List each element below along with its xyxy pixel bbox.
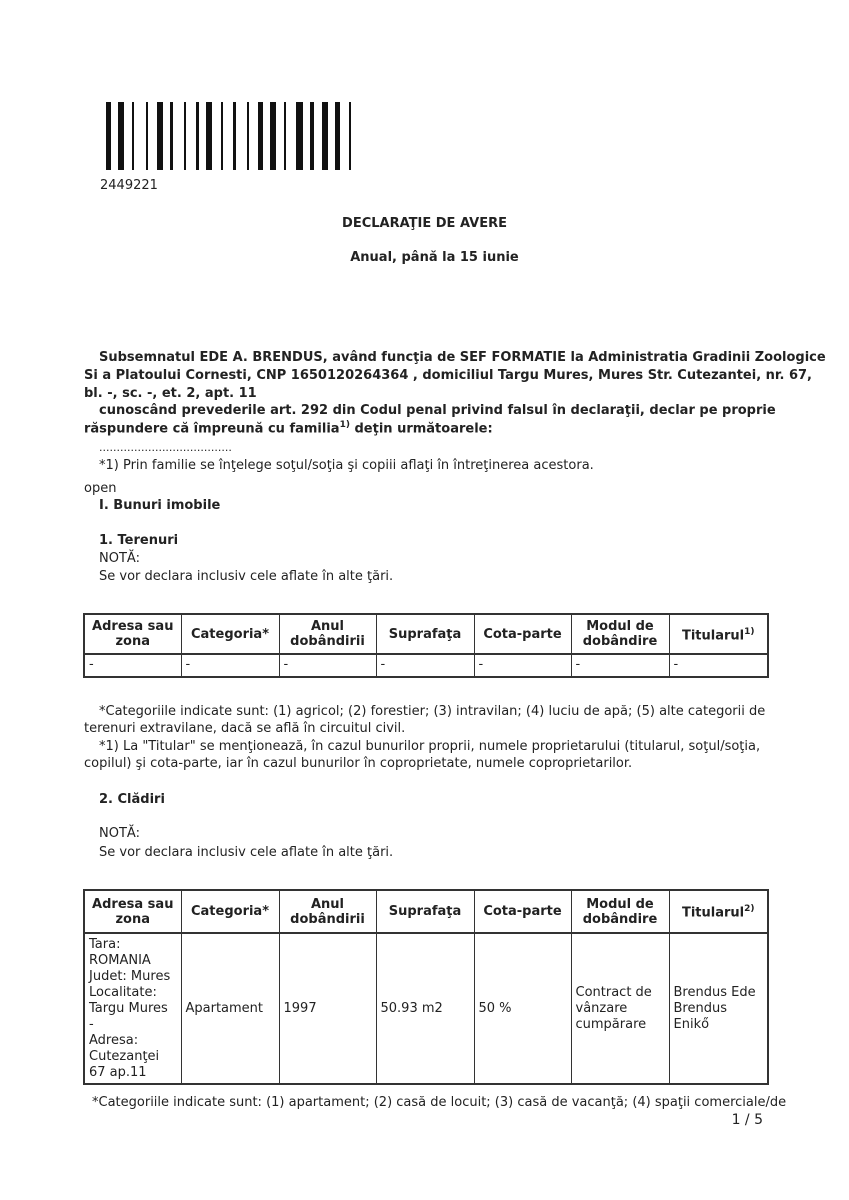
terenuri-category-note-1: *Categoriile indicate sunt: (1) agricol; (2) forestier; (3) intravilan; (4) luciu de apă; (5) alte categorii de bbox=[99, 704, 766, 719]
document-title: DECLARAŢIE DE AVERE bbox=[342, 216, 507, 231]
table-row bbox=[84, 933, 768, 1084]
categoria-cell: Apartament bbox=[181, 933, 279, 1084]
page-number: 1 / 5 bbox=[731, 1112, 763, 1128]
intro-line-2: Si a Platoului Cornesti, CNP 1650120264364 , domiciliul Targu Mures, Mures Str. Cutezantei, nr. 67, bbox=[84, 368, 812, 383]
column-header-suprafata: Suprafaţa bbox=[376, 890, 474, 933]
cladiri-nota-label: NOTĂ: bbox=[99, 826, 140, 841]
column-header-titularul: Titularul$^{1)}$ bbox=[669, 614, 768, 654]
document-subtitle: Anual, până la 15 iunie bbox=[350, 250, 519, 265]
intro-line-4: cunoscând prevederile art. 292 din Codul penal privind falsul în declaraţii, declar pe proprie bbox=[99, 403, 776, 418]
terenuri-header-row bbox=[84, 614, 768, 654]
intro-dots: ...................................... bbox=[99, 441, 232, 454]
table-cell: - bbox=[571, 654, 669, 677]
open-marker: open bbox=[84, 481, 117, 496]
column-header-adresa: Adresa sau zona bbox=[84, 890, 181, 933]
column-header-modul: Modul de dobândire bbox=[571, 614, 669, 654]
table-cell: - bbox=[474, 654, 571, 677]
titular-note-1: *1) La "Titular" se menţionează, în cazul bunurilor proprii, numele proprietarului (titularul, soţul/soţia, bbox=[99, 739, 761, 754]
column-header-cota: Cota-parte bbox=[474, 614, 571, 654]
subsection-heading-terenuri: 1. Terenuri bbox=[99, 533, 179, 548]
section-heading-bunuri-imobile: I. Bunuri imobile bbox=[99, 498, 221, 513]
anul-cell: 1997 bbox=[279, 933, 376, 1084]
table-cell: - bbox=[279, 654, 376, 677]
intro-line-3: bl. -, sc. -, et. 2, apt. 11 bbox=[84, 386, 257, 401]
column-header-titularul: Titularul$^{2)}$ bbox=[669, 890, 768, 933]
cladiri-nota-text: Se vor declara inclusiv cele aflate în alte ţări. bbox=[99, 845, 394, 860]
intro-line-5: răspundere că împreună cu familia$^{1)}$ deţin următoarele: bbox=[84, 420, 493, 437]
suprafata-cell: 50.93 m2 bbox=[376, 933, 474, 1084]
column-header-suprafata: Suprafaţa bbox=[376, 614, 474, 654]
column-header-anul: Anul dobândirii bbox=[279, 890, 376, 933]
column-header-anul: Anul dobândirii bbox=[279, 614, 376, 654]
titular-cell: Brendus Ede Brendus Enikő bbox=[669, 933, 768, 1084]
terenuri-table bbox=[83, 613, 769, 678]
terenuri-nota-text: Se vor declara inclusiv cele aflate în alte ţări. bbox=[99, 569, 394, 584]
barcode bbox=[106, 102, 461, 170]
column-header-categoria: Categoria* bbox=[181, 890, 279, 933]
adresa-cell: Tara: ROMANIA Judet: Mures Localitate: Targu Mures - Adresa: Cutezanţei 67 ap.11 bbox=[84, 933, 181, 1084]
terenuri-nota-label: NOTĂ: bbox=[99, 551, 140, 566]
titular-note-2: copilul) şi cota-parte, iar în cazul bunurilor în coproprietate, numele coproprietarilor. bbox=[84, 756, 633, 771]
cladiri-table bbox=[83, 889, 769, 1085]
modul-cell: Contract de vânzare cumpărare bbox=[571, 933, 669, 1084]
table-cell: - bbox=[669, 654, 768, 677]
column-header-categoria: Categoria* bbox=[181, 614, 279, 654]
table-cell: - bbox=[84, 654, 181, 677]
family-footnote: *1) Prin familie se înţelege soţul/soţia şi copiii aflaţi în întreţinerea acestora. bbox=[99, 458, 594, 473]
table-cell: - bbox=[376, 654, 474, 677]
table-cell: - bbox=[181, 654, 279, 677]
cladiri-header-row bbox=[84, 890, 768, 933]
table-row bbox=[84, 654, 768, 677]
intro-line-1: Subsemnatul EDE A. BRENDUS, având funcţia de SEF FORMATIE la Administratia Gradinii Zoologice bbox=[99, 350, 826, 365]
subsection-heading-cladiri: 2. Clădiri bbox=[99, 792, 165, 807]
barcode-number: 2449221 bbox=[100, 178, 158, 193]
column-header-adresa: Adresa sau zona bbox=[84, 614, 181, 654]
column-header-modul: Modul de dobândire bbox=[571, 890, 669, 933]
cota-cell: 50 % bbox=[474, 933, 571, 1084]
cladiri-category-note: *Categoriile indicate sunt: (1) apartament; (2) casă de locuit; (3) casă de vacanţă; (4) spaţii comerciale/de bbox=[92, 1095, 787, 1110]
terenuri-category-note-2: terenuri extravilane, dacă se află în circuitul civil. bbox=[84, 721, 406, 736]
column-header-cota: Cota-parte bbox=[474, 890, 571, 933]
